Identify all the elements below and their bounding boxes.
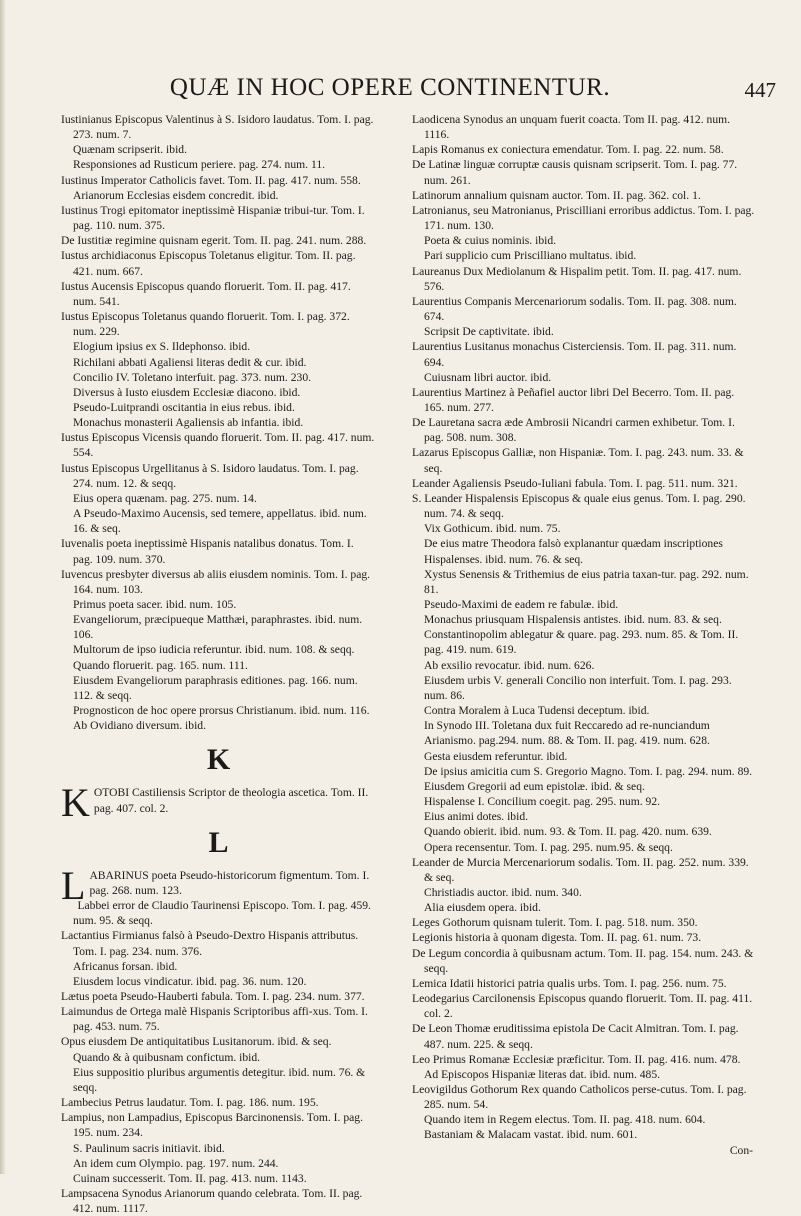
index-subentry: Xystus Senensis & Trithemius de eius patria taxan-tur. pag. 292. num. 81. — [424, 567, 752, 596]
index-subentry: Bastaniam & Malacam vastat. ibid. num. 601. — [424, 1128, 638, 1142]
index-entry: Lapis Romanus ex coniectura emendatur. Tom. I. pag. 22. num. 58. — [412, 143, 724, 157]
index-entry: Lambecius Petrus laudatur. Tom. I. pag. 186. num. 195. — [61, 1096, 319, 1110]
index-entry: Laurentius Companis Mercenariorum sodalis. Tom. II. pag. 308. num. 674. — [412, 294, 740, 324]
index-entry: Iuvencus presbyter diversus ab aliis eiusdem nominis. Tom. I. pag. 164. num. 103. — [61, 567, 373, 596]
index-entry-text: ABARINUS poeta Pseudo-historicorum figmentum. Tom. I. pag. 268. num. 123. — [89, 868, 370, 897]
index-subentry: Hispalense I. Concilium coegit. pag. 295. num. 92. — [424, 795, 661, 809]
index-block-l — [61, 898, 376, 1216]
index-subentry: Gesta eiusdem referuntur. ibid. — [424, 749, 568, 763]
index-entry-k — [61, 780, 376, 826]
index-subentry: Ab Ovidiano diversum. ibid. — [73, 719, 206, 733]
index-entry: Leo Primus Romanæ Ecclesiæ præficitur. Tom. II. pag. 416. num. 478. — [412, 1052, 741, 1066]
index-subentry: Eiusdem Gregorii ad eum epistolæ. ibid. & seq. — [424, 779, 645, 793]
index-entry: Leander Agaliensis Pseudo-Iuliani fabula. Tom. I. pag. 511. num. 321. — [412, 476, 738, 490]
index-entry: De Lauretana sacra æde Ambrosii Nicandri carmen exhibetur. Tom. I. pag. 508. num. 308. — [412, 416, 738, 445]
index-entry: De Legum concordia à quibusnam actum. Tom. II. pag. 154. num. 243. & seqq. — [412, 946, 757, 975]
index-subentry: Eius suppositio pluribus argumentis detegitur. ibid. num. 76. & seqq. — [73, 1065, 369, 1094]
index-entry-text: OTOBI Castiliensis Scriptor de theologia ascetica. Tom. II. pag. 407. col. 2. — [93, 786, 369, 815]
right-column — [412, 112, 757, 1158]
index-subentry: Eius opera quænam. pag. 275. num. 14. — [73, 491, 257, 505]
index-entry: Leovigildus Gothorum Rex quando Catholicos perse-cutus. Tom. I. pag. 285. num. 54. — [412, 1083, 750, 1112]
index-subentry: A Pseudo-Maximo Aucensis, sed temere, appellatus. ibid. num. 16. & seq. — [73, 507, 370, 536]
index-entry: De Leon Thomæ eruditissima epistola De Cacit Almitran. Tom. I. pag. 487. num. 225. & seqq. — [412, 1022, 742, 1051]
index-subentry: Scripsit De captivitate. ibid. — [424, 325, 554, 339]
index-entry: Lætus poeta Pseudo-Hauberti fabula. Tom. I. pag. 234. num. 377. — [61, 989, 365, 1003]
index-entry: Latronianus, seu Matronianus, Priscilliani erroribus addictus. Tom. I. pag. 171. num. 130. — [412, 203, 758, 233]
left-column — [61, 112, 376, 1216]
index-entry: Iustinianus Episcopus Valentinus à S. Isidoro laudatus. Tom. I. pag. 273. num. 7. — [61, 113, 377, 142]
index-subentry: An idem cum Olympio. pag. 197. num. 244. — [73, 1156, 279, 1170]
index-block-right — [412, 112, 757, 1158]
index-entry: De Latinæ linguæ corruptæ causis quisnam scripserit. Tom. I. pag. 77. num. 261. — [412, 158, 741, 187]
index-subentry: Vix Gothicum. ibid. num. 75. — [424, 522, 561, 536]
index-subentry: Pseudo-Maximi de eadem re fabulæ. ibid. — [424, 598, 619, 611]
index-subentry: Eius animi dotes. ibid. — [424, 810, 529, 824]
index-subentry: Multorum de ipso iudicia referuntur. ibid. num. 108. & seqq. — [73, 643, 355, 657]
section-letter-k: K — [206, 743, 231, 777]
index-entry: Labbei error de Claudio Taurinensi Episcopo. Tom. I. pag. 459. num. 95. & seqq. — [73, 899, 374, 928]
page-header — [60, 74, 800, 108]
index-subentry: Cuinam successerit. Tom. II. pag. 413. num. 1143. — [73, 1171, 307, 1185]
index-subentry: Constantinopolim ablegatur & quare. pag. 293. num. 85. & Tom. II. pag. 419. num. 619. — [424, 628, 742, 657]
running-title: QUÆ IN HOC OPERE CONTINENTUR. — [169, 74, 611, 101]
index-subentry: Richilani abbati Agaliensi literas dedit & cur. ibid. — [73, 355, 307, 369]
index-entry: Leander de Murcia Mercenariorum sodalis. Tom. II. pag. 252. num. 339. & seq. — [412, 855, 752, 884]
index-entry: De Iustitiæ regimine quisnam egerit. Tom. II. pag. 241. num. 288. — [61, 234, 367, 248]
index-entry: Legionis historia à quonam digesta. Tom. II. pag. 61. num. 73. — [412, 931, 702, 945]
index-entry: Iustinus Imperator Catholicis favet. Tom. II. pag. 417. num. 558. — [61, 173, 361, 187]
index-subentry: Eiusdem urbis V. generali Concilio non interfuit. Tom. I. pag. 293. num. 86. — [424, 673, 735, 702]
index-entry: Iustus Episcopus Toletanus quando floruerit. Tom. I. pag. 372. num. 229. — [61, 310, 353, 339]
index-subentry: De ipsius amicitia cum S. Gregorio Magno. Tom. I. pag. 294. num. 89. — [424, 764, 753, 778]
index-entry: Lactantius Firmianus falsò à Pseudo-Dextro Hispanis attributus. Tom. I. pag. 234. num. 376. — [61, 929, 361, 958]
index-subentry: Eiusdem Evangeliorum paraphrasis editiones. pag. 166. num. 112. & seqq. — [73, 673, 361, 702]
index-entry: Lampsacena Synodus Arianorum quando celebrata. Tom. II. pag. 412. num. 1117. — [61, 1187, 366, 1216]
index-block-i — [61, 112, 376, 733]
index-entry: Leges Gothorum quisnam tulerit. Tom. I. pag. 518. num. 350. — [412, 916, 698, 930]
page-number: 447 — [744, 78, 776, 102]
index-subentry: Alia eiusdem opera. ibid. — [424, 901, 541, 915]
index-entry: Iustus Episcopus Urgellitanus à S. Isidoro laudatus. Tom. I. pag. 274. num. 12. & seqq. — [61, 461, 362, 490]
index-subentry: Arianorum Ecclesias eisdem concredit. ibid. — [73, 188, 279, 202]
index-entry: Laureanus Dux Mediolanum & Hispalim petit. Tom. II. pag. 417. num. 576. — [412, 264, 745, 293]
drop-cap-k: K — [61, 780, 90, 826]
index-entry: Lampius, non Lampadius, Episcopus Barcinonensis. Tom. I. pag. 195. num. 234. — [61, 1111, 366, 1140]
index-subentry: Evangeliorum, præcipueque Matthæi, paraphrastes. ibid. num. 106. — [73, 613, 366, 642]
index-entry: Iustinus Trogi epitomator ineptissimè Hispaniæ tribui-tur. Tom. I. pag. 110. num. 375. — [61, 203, 368, 233]
index-entry: Laurentius Lusitanus monachus Cisterciensis. Tom. II. pag. 311. num. 694. — [412, 340, 740, 369]
index-entry: Leodegarius Carcilonensis Episcopus quando floruerit. Tom. II. pag. 411. col. 2. — [412, 992, 756, 1021]
index-subentry: Monachus priusquam Hispalensis antistes. ibid. num. 83. & seq. — [424, 613, 722, 627]
index-subentry: In Synodo III. Toletana dux fuit Reccaredo ad re-nunciandum Arianismo. pag.294. num. 88. & Tom. II. pag. 419. num. 628. — [424, 719, 713, 748]
index-entry: Iuvenalis poeta ineptissimè Hispanis natalibus donatus. Tom. I. pag. 109. num. 370. — [61, 537, 357, 566]
index-subentry: Quando floruerit. pag. 165. num. 111. — [73, 658, 248, 672]
index-subentry: Christiadis auctor. ibid. num. 340. — [424, 885, 582, 899]
index-subentry: Quando & à quibusnam confictum. ibid. — [73, 1050, 261, 1064]
index-entry: Latinorum annalium quisnam auctor. Tom. II. pag. 362. col. 1. — [412, 188, 701, 202]
index-subentry: Opera recensentur. Tom. I. pag. 295. num.95. & seqq. — [424, 840, 673, 854]
index-entry: S. Leander Hispalensis Episcopus & quale eius genus. Tom. I. pag. 290. num. 74. & seqq. — [412, 491, 749, 521]
index-subentry: Prognosticon de hoc opere prorsus Christianum. ibid. num. 116. — [73, 704, 370, 718]
index-subentry: Pseudo-Luitprandi oscitantia in eius rebus. ibid. — [73, 400, 295, 414]
index-entry: Lazarus Episcopus Galliæ, non Hispaniæ. Tom. I. pag. 243. num. 33. & seq. — [412, 446, 747, 475]
index-entry: Iustus Episcopus Vicensis quando floruerit. Tom. II. pag. 417. num. 554. — [61, 431, 378, 460]
index-subentry: Quando item in Regem electus. Tom. II. pag. 418. num. 604. — [424, 1113, 706, 1127]
index-subentry: Quando obierit. ibid. num. 93. & Tom. II. pag. 420. num. 639. — [424, 825, 712, 839]
index-subentry: Pari supplicio cum Priscilliano multatus. ibid. — [424, 249, 637, 263]
index-entry: Laimundus de Ortega malè Hispanis Scriptoribus affi-xus. Tom. I. pag. 453. num. 75. — [61, 1005, 371, 1034]
index-subentry: Responsiones ad Rusticum periere. pag. 274. num. 11. — [73, 158, 326, 172]
index-subentry: Concilio IV. Toletano interfuit. pag. 373. num. 230. — [73, 370, 312, 384]
index-subentry: Elogium ipsius ex S. Ildephonso. ibid. — [73, 340, 251, 354]
index-entry: Opus eiusdem De antiquitatibus Lusitanorum. ibid. & seq. — [61, 1035, 332, 1049]
index-subentry: Eiusdem locus vindicatur. ibid. pag. 36. num. 120. — [73, 974, 307, 988]
index-entry: Laurentius Martinez à Peñafiel auctor libri Del Becerro. Tom. II. pag. 165. num. 277. — [412, 385, 738, 414]
index-entry: Laodicena Synodus an unquam fuerit coacta. Tom II. pag. 412. num. 1116. — [412, 113, 733, 142]
index-subentry: Monachus monasterii Agaliensis ab infantia. ibid. — [73, 416, 304, 430]
index-entry: Iustus archidiaconus Episcopus Toletanus eligitur. Tom. II. pag. 421. num. 667. — [61, 249, 359, 278]
index-subentry: Contra Moralem à Luca Tudensi deceptum. ibid. — [424, 704, 650, 718]
index-entry-l-first — [61, 862, 376, 908]
index-subentry: S. Paulinum sacris initiavit. ibid. — [73, 1141, 225, 1155]
index-subentry: Poeta & cuius nominis. ibid. — [424, 234, 557, 248]
index-subentry: De eius matre Theodora falsò explanantur quædam inscriptiones Hispalenses. ibid. num. 76. & seq. — [424, 537, 726, 566]
page-binding-shadow — [0, 0, 6, 1174]
index-subentry: Ad Episcopos Hispaniæ literas dat. ibid. num. 485. — [424, 1067, 661, 1081]
drop-cap-l: L — [61, 862, 86, 908]
catchword: Con- — [729, 1143, 753, 1157]
index-entry: Lemica Idatii historici patria qualis urbs. Tom. I. pag. 256. num. 75. — [412, 976, 727, 990]
index-subentry: Cuiusnam libri auctor. ibid. — [424, 370, 552, 384]
index-subentry: Quænam scripserit. ibid. — [73, 143, 187, 157]
index-subentry: Primus poeta sacer. ibid. num. 105. — [73, 598, 237, 611]
index-subentry: Diversus à Iusto eiusdem Ecclesiæ diacono. ibid. — [73, 385, 301, 399]
section-letter-l: L — [208, 825, 229, 859]
index-subentry: Africanus forsan. ibid. — [73, 959, 178, 973]
index-subentry: Ab exsilio revocatur. ibid. num. 626. — [424, 658, 595, 672]
index-entry: Iustus Aucensis Episcopus quando floruerit. Tom. II. pag. 417. num. 541. — [61, 279, 354, 308]
